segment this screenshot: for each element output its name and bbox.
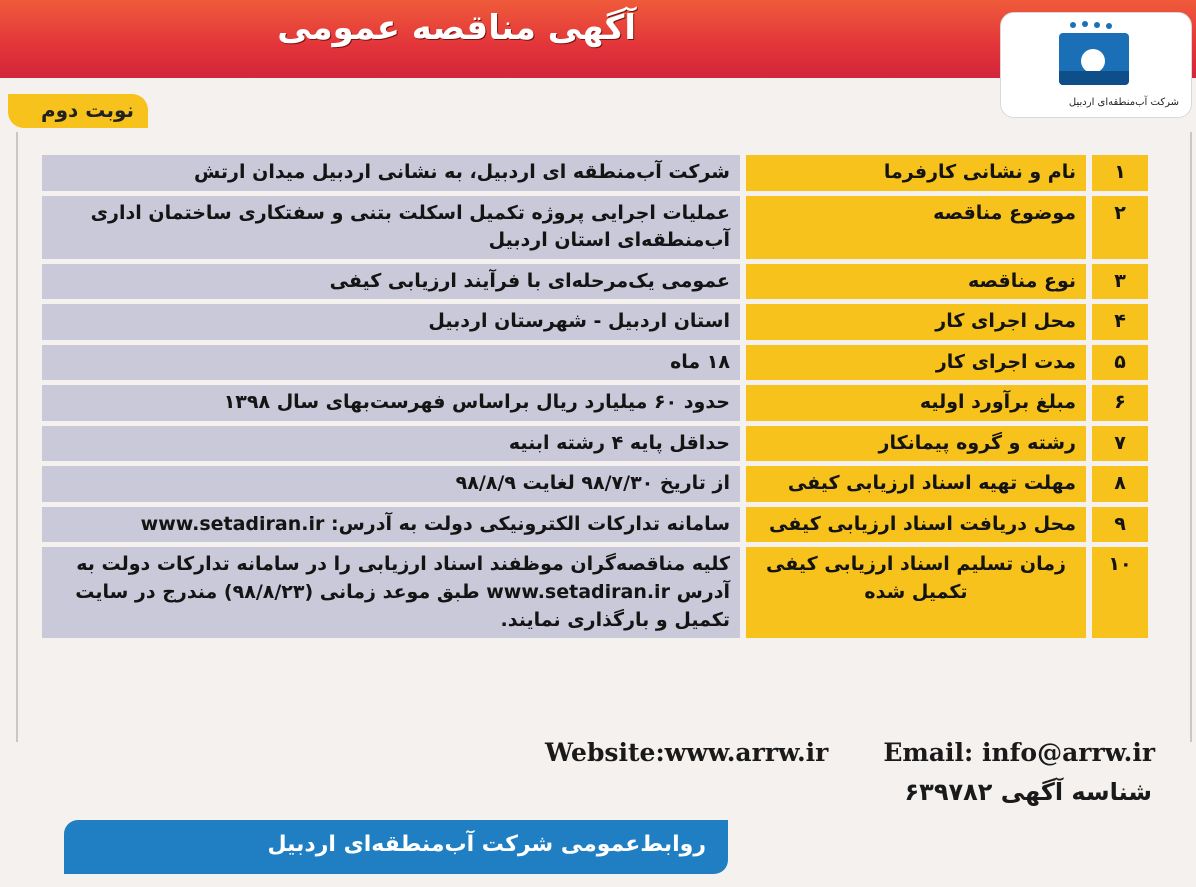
table-row [42, 264, 1148, 300]
row-number: ۱۰ [1092, 547, 1148, 638]
row-value: استان اردبیل - شهرستان اردبیل [42, 304, 740, 340]
ad-identifier: شناسه آگهی ۶۳۹۷۸۲ [904, 778, 1152, 806]
row-label: محل دریافت اسناد ارزیابی کیفی [746, 507, 1086, 543]
row-value: عملیات اجرایی پروژه تکمیل اسکلت بتنی و سفتکاری ساختمان اداری آب‌منطقه‌ای استان اردبیل [42, 196, 740, 259]
row-label: مهلت تهیه اسناد ارزیابی کیفی [746, 466, 1086, 502]
row-value: حداقل پایه ۴ رشته ابنیه [42, 426, 740, 462]
row-label: نام و نشانی کارفرما [746, 155, 1086, 191]
row-value: از تاریخ ۹۸/۷/۳۰ لغایت ۹۸/۸/۹ [42, 466, 740, 502]
email-link[interactable]: Email: info@arrw.ir [883, 738, 1155, 767]
table-row [42, 426, 1148, 462]
contact-line [545, 738, 1155, 774]
table-row [42, 547, 1148, 638]
row-label: نوع مناقصه [746, 264, 1086, 300]
row-value: حدود ۶۰ میلیارد ریال براساس فهرست‌بهای سال ۱۳۹۸ [42, 385, 740, 421]
row-value: شرکت آب‌منطقه ای اردبیل، به نشانی اردبیل میدان ارتش [42, 155, 740, 191]
table-row [42, 304, 1148, 340]
row-number: ۳ [1092, 264, 1148, 300]
row-value: کلیه مناقصه‌گران موظفند اسناد ارزیابی را در سامانه تدارکات دولت به آدرس www.setadiran.ir طبق موعد زمانی (۹۸/۸/۲۳) مندرج در سایت تکمیل و بارگذاری نمایند. [42, 547, 740, 638]
row-label: رشته و گروه پیمانکار [746, 426, 1086, 462]
row-number: ۲ [1092, 196, 1148, 259]
row-value: عمومی یک‌مرحله‌ای با فرآیند ارزیابی کیفی [42, 264, 740, 300]
row-label: محل اجرای کار [746, 304, 1086, 340]
logo-water-icon [1059, 33, 1129, 85]
row-label: مبلغ برآورد اولیه [746, 385, 1086, 421]
round-badge [8, 94, 148, 128]
row-label: مدت اجرای کار [746, 345, 1086, 381]
row-number: ۶ [1092, 385, 1148, 421]
round-label: نوبت دوم [40, 98, 134, 122]
row-number: ۵ [1092, 345, 1148, 381]
table-row [42, 466, 1148, 502]
row-number: ۷ [1092, 426, 1148, 462]
table-row [42, 345, 1148, 381]
row-number: ۹ [1092, 507, 1148, 543]
table-row [42, 385, 1148, 421]
table-row [42, 155, 1148, 191]
water-drops-icon [1063, 19, 1123, 31]
row-value: ۱۸ ماه [42, 345, 740, 381]
row-number: ۸ [1092, 466, 1148, 502]
page-title: آگهی مناقصه عمومی [277, 8, 636, 48]
footer-text: روابط‌عمومی شرکت آب‌منطقه‌ای اردبیل [267, 832, 706, 857]
row-number: ۴ [1092, 304, 1148, 340]
row-number: ۱ [1092, 155, 1148, 191]
row-value: سامانه تدارکات الکترونیکی دولت به آدرس: www.setadiran.ir [42, 507, 740, 543]
row-label: موضوع مناقصه [746, 196, 1086, 259]
tender-table [36, 150, 1154, 643]
table-row [42, 196, 1148, 259]
company-logo [1000, 12, 1192, 118]
website-link[interactable]: Website:www.arrw.ir [545, 738, 829, 767]
row-label: زمان تسلیم اسناد ارزیابی کیفی تکمیل شده [746, 547, 1086, 638]
table-row [42, 507, 1148, 543]
footer-band [64, 820, 728, 874]
logo-caption: شرکت آب‌منطقه‌ای اردبیل [1068, 97, 1179, 108]
